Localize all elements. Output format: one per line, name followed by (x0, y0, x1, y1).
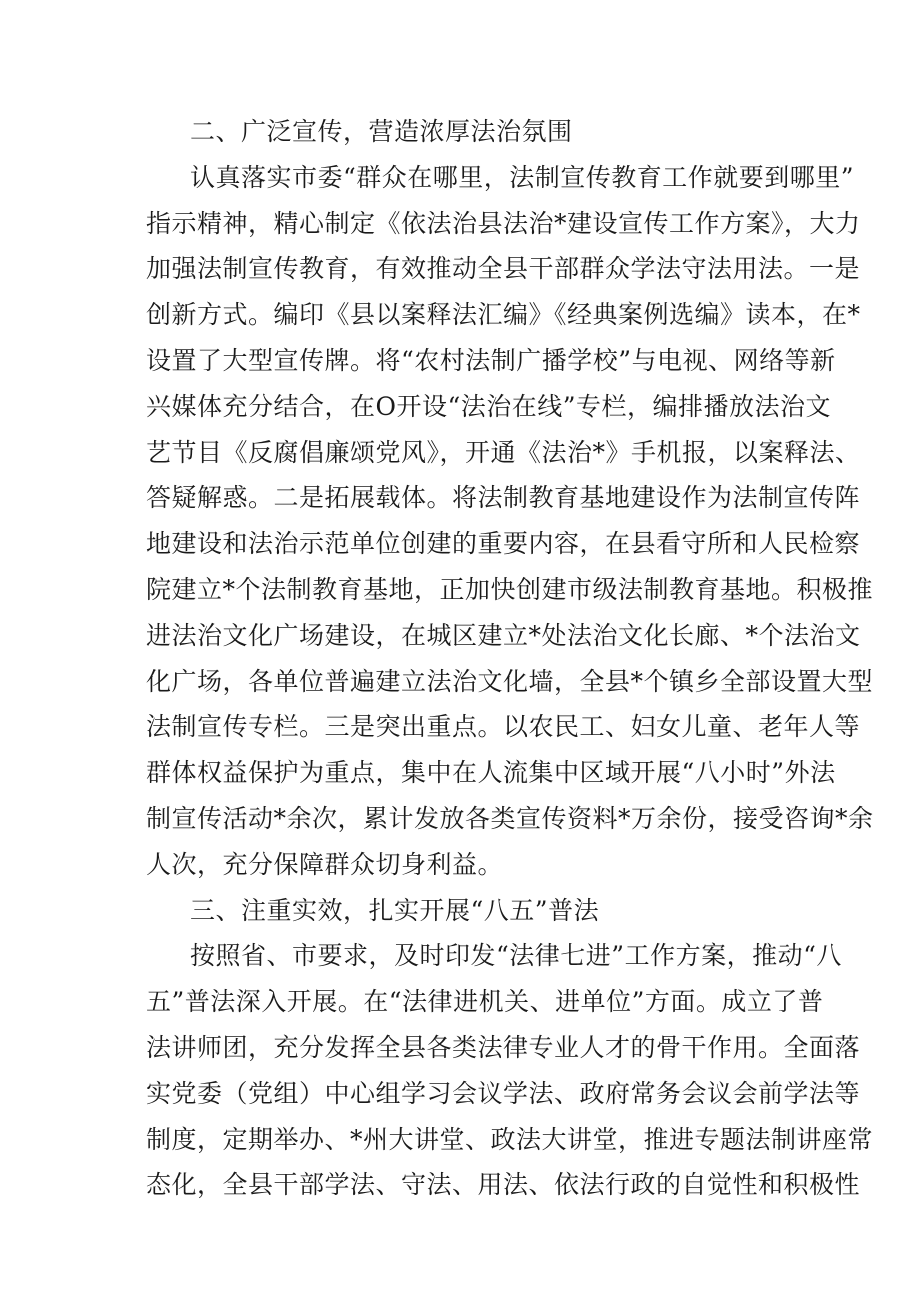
paragraph-line: 制宣传活动*余次，累计发放各类宣传资料*万余份，接受咨询*余 (146, 803, 874, 833)
section-heading-2: 二、广泛宣传，营造浓厚法治氛围 (190, 117, 573, 146)
paragraph-line: 实党委（党组）中心组学习会议学法、政府常务会议会前学法等 (146, 1078, 861, 1108)
paragraph-line: 按照省、市要求，及时印发“法律七进”工作方案，推动“八 (190, 941, 842, 971)
paragraph-line: 法讲师团，充分发挥全县各类法律专业人才的骨干作用。全面落 (146, 1032, 861, 1062)
paragraph-line: 地建设和法治示范单位创建的重要内容，在县看守所和人民检察 (146, 529, 861, 559)
paragraph-line: 五”普法深入开展。在“法律进机关、进单位”方面。成立了普 (146, 987, 824, 1017)
paragraph-line: 人次，充分保障群众切身利益。 (146, 849, 504, 879)
document-body (146, 109, 874, 1208)
paragraph-line: 法制宣传专栏。三是突出重点。以农民工、妇女儿童、老年人等 (146, 712, 861, 742)
paragraph-line: 制度，定期举办、*州大讲堂、政法大讲堂，推进专题法制讲座常 (146, 1124, 874, 1154)
paragraph-line: 艺节目《反腐倡廉颂党风》，开通《法治*》手机报，以案释法、 (146, 437, 861, 467)
paragraph-line: 进法治文化广场建设，在城区建立*处法治文化长廊、*个法治文 (146, 620, 861, 650)
paragraph-line: 加强法制宣传教育，有效推动全县干部群众学法守法用法。一是 (146, 254, 861, 284)
paragraph-line: 兴媒体充分结合，在O开设“法治在线”专栏，编排播放法治文 (146, 391, 832, 421)
paragraph-line: 态化，全县干部学法、守法、用法、依法行政的自觉性和积极性 (146, 1170, 861, 1200)
paragraph-line: 院建立*个法制教育基地，正加快创建市级法制教育基地。积极推 (146, 574, 874, 604)
paragraph-line: 化广场，各单位普遍建立法治文化墙，全县*个镇乡全部设置大型 (146, 666, 874, 696)
paragraph-line: 创新方式。编印《县以案释法汇编》《经典案例选编》读本，在* (146, 300, 861, 330)
paragraph-line: 认真落实市委“群众在哪里，法制宣传教育工作就要到哪里” (190, 162, 855, 192)
paragraph-line: 答疑解惑。二是拓展载体。将法制教育基地建设作为法制宣传阵 (146, 483, 861, 513)
paragraph-line: 群体权益保护为重点，集中在人流集中区域开展“八小时”外法 (146, 758, 836, 788)
paragraph-line: 指示精神，精心制定《依法治县法治*建设宣传工作方案》，大力 (146, 208, 861, 238)
section-heading-3: 三、注重实效，扎实开展“八五”普法 (190, 895, 600, 925)
paragraph-line: 设置了大型宣传牌。将“农村法制广播学校”与电视、网络等新 (146, 345, 836, 375)
